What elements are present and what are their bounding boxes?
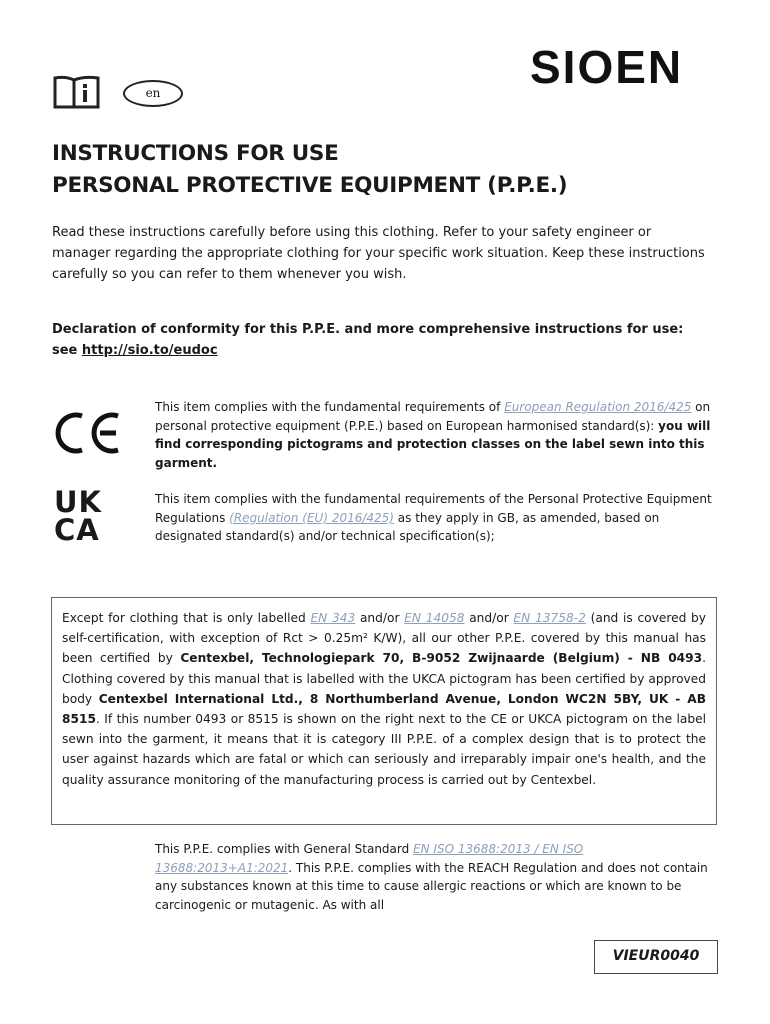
- sioen-logo: SIOEN: [530, 41, 684, 93]
- iso13688-link[interactable]: EN ISO 13688:2013 / EN ISO 13688:2013+A1:2021: [155, 842, 584, 875]
- general-text-1: This P.P.E. complies with General Standard: [155, 842, 414, 856]
- declaration-text: Declaration of conformity for this P.P.E. and more comprehensive instructions for use: see: [52, 322, 684, 358]
- ukca-compliance-text: [155, 490, 715, 546]
- declaration-link[interactable]: http://sio.to/eudoc: [81, 343, 218, 358]
- en14058-link[interactable]: EN 14058: [404, 611, 465, 625]
- eu-regulation-link[interactable]: European Regulation 2016/425: [504, 400, 692, 414]
- ukca-text-1: This item complies with the fundamental requirements of the Personal Protective Equipment Regulations: [155, 492, 712, 525]
- general-text-2: . This P.P.E. complies with the REACH Regulation and does not contain any substances known at this time to cause allergic reactions or which are known to be carcinogenic or mutagenic. As with all: [155, 860, 708, 912]
- centexbel-international-address: Centexbel International Ltd., 8 Northumberland Avenue, London WC2N 5BY, UK - AB 8515: [62, 691, 706, 727]
- book-info-icon: [52, 74, 102, 110]
- page-title: [52, 138, 567, 202]
- box-text-2: and/or: [355, 611, 405, 625]
- certification-text: [62, 608, 706, 790]
- language-badge: en: [123, 80, 183, 107]
- box-text-3: and/or: [464, 611, 514, 625]
- title-line-1: INSTRUCTIONS FOR USE: [52, 141, 339, 166]
- en343-link[interactable]: EN 343: [310, 611, 356, 625]
- declaration-paragraph: [52, 319, 712, 361]
- ukca-mark-icon: [54, 485, 120, 547]
- general-standard-text: [155, 840, 715, 914]
- ce-text-1: This item complies with the fundamental requirements of: [155, 400, 505, 414]
- box-text-6: . If this number 0493 or 8515 is shown on the right next to the CE or UKCA pictogram on the label sewn into the garment, it means that it is category III P.P.E. of a complex design that is to protect the user against hazards which are fatal or which can seriously and irreparably impair one's health, and the quality assurance monitoring of the manufacturing process is carried out by Centexbel.: [62, 712, 706, 787]
- ce-compliance-text: [155, 398, 715, 472]
- ce-text-3: you will find corresponding pictograms and protection classes on the label sewn into this garment.: [155, 418, 711, 470]
- en13758-link[interactable]: EN 13758-2: [513, 611, 586, 625]
- intro-paragraph: Read these instructions carefully before using this clothing. Refer to your safety engineer or manager regarding the appropriate clothing for your specific work situation. Keep these instructions carefully so you can refer to them whenever you wish.: [52, 225, 705, 282]
- document-code: VIEUR0040: [594, 940, 718, 974]
- box-text-5: . Clothing covered by this manual that is labelled with the UKCA pictogram has been certified by approved body: [62, 651, 706, 706]
- ce-text-2: on personal protective equipment (P.P.E.) based on European harmonised standard(s):: [155, 400, 711, 433]
- certification-box: [51, 597, 717, 825]
- ce-mark-icon: [52, 410, 124, 456]
- centexbel-address: Centexbel, Technologiepark 70, B-9052 Zwijnaarde (Belgium) - NB 0493: [180, 651, 703, 666]
- box-text-1: Except for clothing that is only labelled: [62, 611, 311, 625]
- box-text-4: (and is covered by self-certification, with exception of Rct > 0.25m² K/W), all our other P.P.E. covered by this manual has been certified by: [62, 611, 706, 666]
- ukca-mark-line-1: UK: [54, 485, 103, 519]
- ukca-mark-line-2: CA: [54, 513, 100, 547]
- ukca-regulation-link[interactable]: (Regulation (EU) 2016/425): [229, 510, 394, 525]
- title-line-2: PERSONAL PROTECTIVE EQUIPMENT (P.P.E.): [52, 173, 568, 198]
- ukca-text-2: as they apply in GB, as amended, based on designated standard(s) and/or technical specification(s);: [155, 510, 660, 544]
